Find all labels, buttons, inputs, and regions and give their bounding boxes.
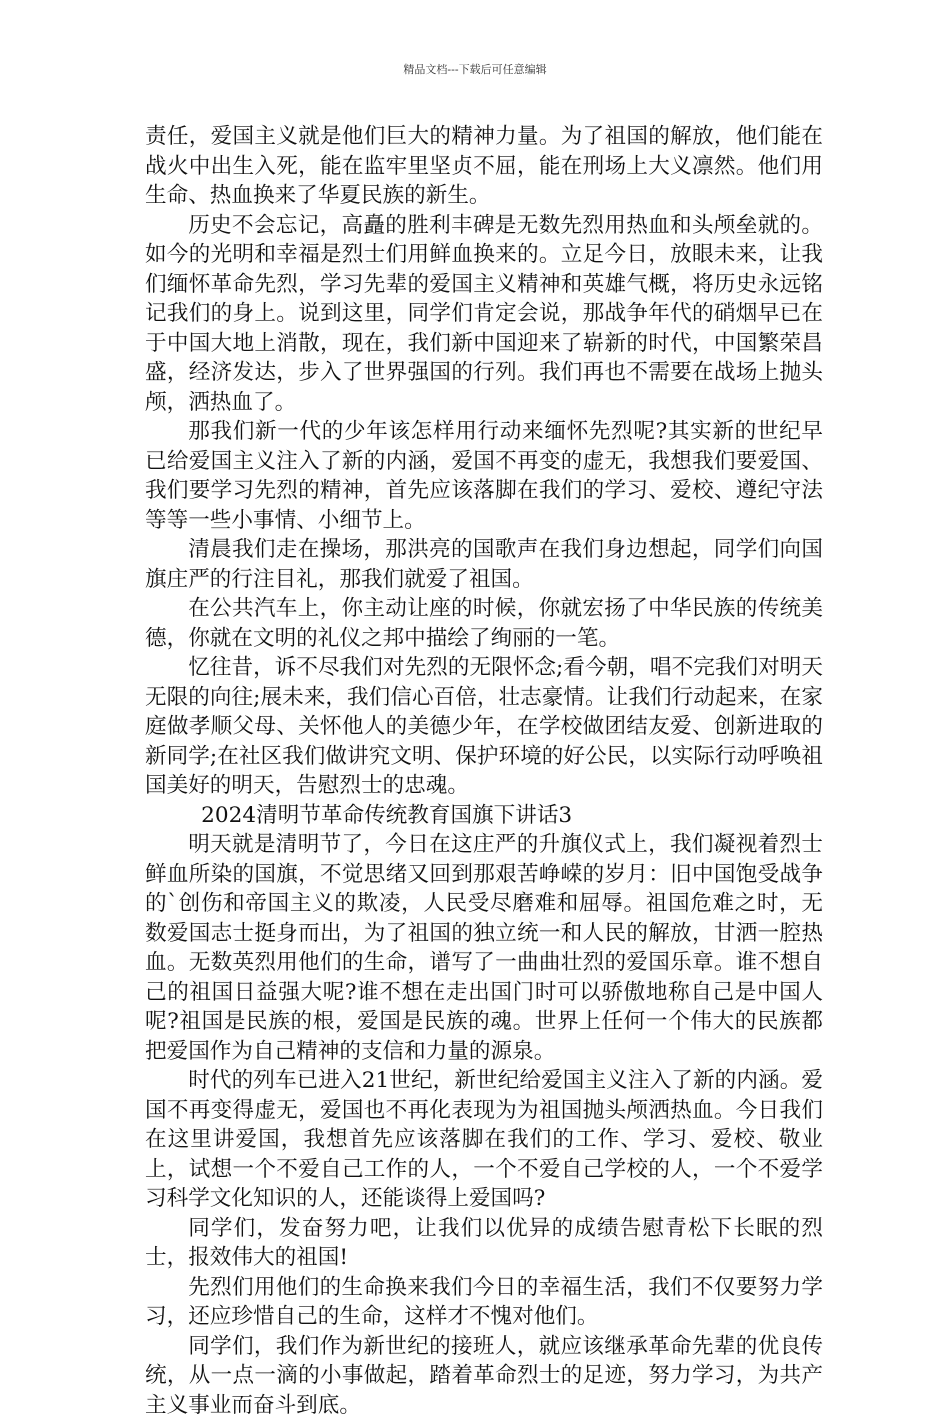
paragraph: 同学们，我们作为新世纪的接班人，就应该继承革命先辈的优良传统，从一点一滴的小事做起，踏着革命烈士的足迹，努力学习，为共产主义事业而奋斗到底。: [145, 1332, 823, 1420]
paragraph: 责任，爱国主义就是他们巨大的精神力量。为了祖国的解放，他们能在战火中出生入死，能在监牢里坚贞不屈，能在刑场上大义凛然。他们用生命、热血换来了华夏民族的新生。: [145, 122, 823, 211]
paragraph: 那我们新一代的少年该怎样用行动来缅怀先烈呢?其实新的世纪早已给爱国主义注入了新的内涵，爱国不再变的虚无，我想我们要爱国、我们要学习先烈的精神，首先应该落脚在我们的学习、爱校、遵纪守法等等一些小事情、小细节上。: [145, 417, 823, 535]
paragraph: 明天就是清明节了，今日在这庄严的升旗仪式上，我们凝视着烈士鲜血所染的国旗，不觉思绪又回到那艰苦峥嵘的岁月：旧中国饱受战争的`创伤和帝国主义的欺凌，人民受尽磨难和屈辱。祖国危难之时，无数爱国志士挺身而出，为了祖国的独立统一和人民的解放，甘洒一腔热血。无数英烈用他们的生命，谱写了一曲曲壮烈的爱国乐章。谁不想自己的祖国日益强大呢?谁不想在走出国门时可以骄傲地称自己是中国人呢?祖国是民族的根，爱国是民族的魂。世界上任何一个伟大的民族都把爱国作为自己精神的支信和力量的源泉。: [145, 830, 823, 1066]
paragraph: 同学们，发奋努力吧，让我们以优异的成绩告慰青松下长眠的烈士，报效伟大的祖国!: [145, 1214, 823, 1273]
paragraph: 时代的列车已进入21世纪，新世纪给爱国主义注入了新的内涵。爱国不再变得虚无，爱国也不再化表现为为祖国抛头颅洒热血。今日我们在这里讲爱国，我想首先应该落脚在我们的工作、学习、爱校、敬业上，试想一个不爱自己工作的人，一个不爱自己学校的人，一个不爱学习科学文化知识的人，还能谈得上爱国吗?: [145, 1066, 823, 1214]
paragraph: 历史不会忘记，高矗的胜利丰碑是无数先烈用热血和头颅垒就的。如今的光明和幸福是烈士们用鲜血换来的。立足今日，放眼未来，让我们缅怀革命先烈，学习先辈的爱国主义精神和英雄气概，将历史永远铭记我们的身上。说到这里，同学们肯定会说，那战争年代的硝烟早已在于中国大地上消散，现在，我们新中国迎来了崭新的时代，中国繁荣昌盛，经济发达，步入了世界强国的行列。我们再也不需要在战场上抛头颅，洒热血了。: [145, 211, 823, 418]
paragraph: 清晨我们走在操场，那洪亮的国歌声在我们身边想起，同学们向国旗庄严的行注目礼，那我们就爱了祖国。: [145, 535, 823, 594]
paragraph: 忆往昔，诉不尽我们对先烈的无限怀念;看今朝，唱不完我们对明天无限的向往;展未来，我们信心百倍，壮志豪情。让我们行动起来，在家庭做孝顺父母、关怀他人的美德少年，在学校做团结友爱、创新进取的新同学;在社区我们做讲究文明、保护环境的好公民，以实际行动呼唤祖国美好的明天，告慰烈士的忠魂。: [145, 653, 823, 801]
paragraph: 先烈们用他们的生命换来我们今日的幸福生活，我们不仅要努力学习，还应珍惜自己的生命，这样才不愧对他们。: [145, 1273, 823, 1332]
section-title: 2024清明节革命传统教育国旗下讲话3: [145, 801, 823, 831]
document-body: [145, 122, 823, 1420]
paragraph: 在公共汽车上，你主动让座的时候，你就宏扬了中华民族的传统美德，你就在文明的礼仪之邦中描绘了绚丽的一笔。: [145, 594, 823, 653]
page-header: 精品文档---下载后可任意编辑: [0, 63, 950, 77]
